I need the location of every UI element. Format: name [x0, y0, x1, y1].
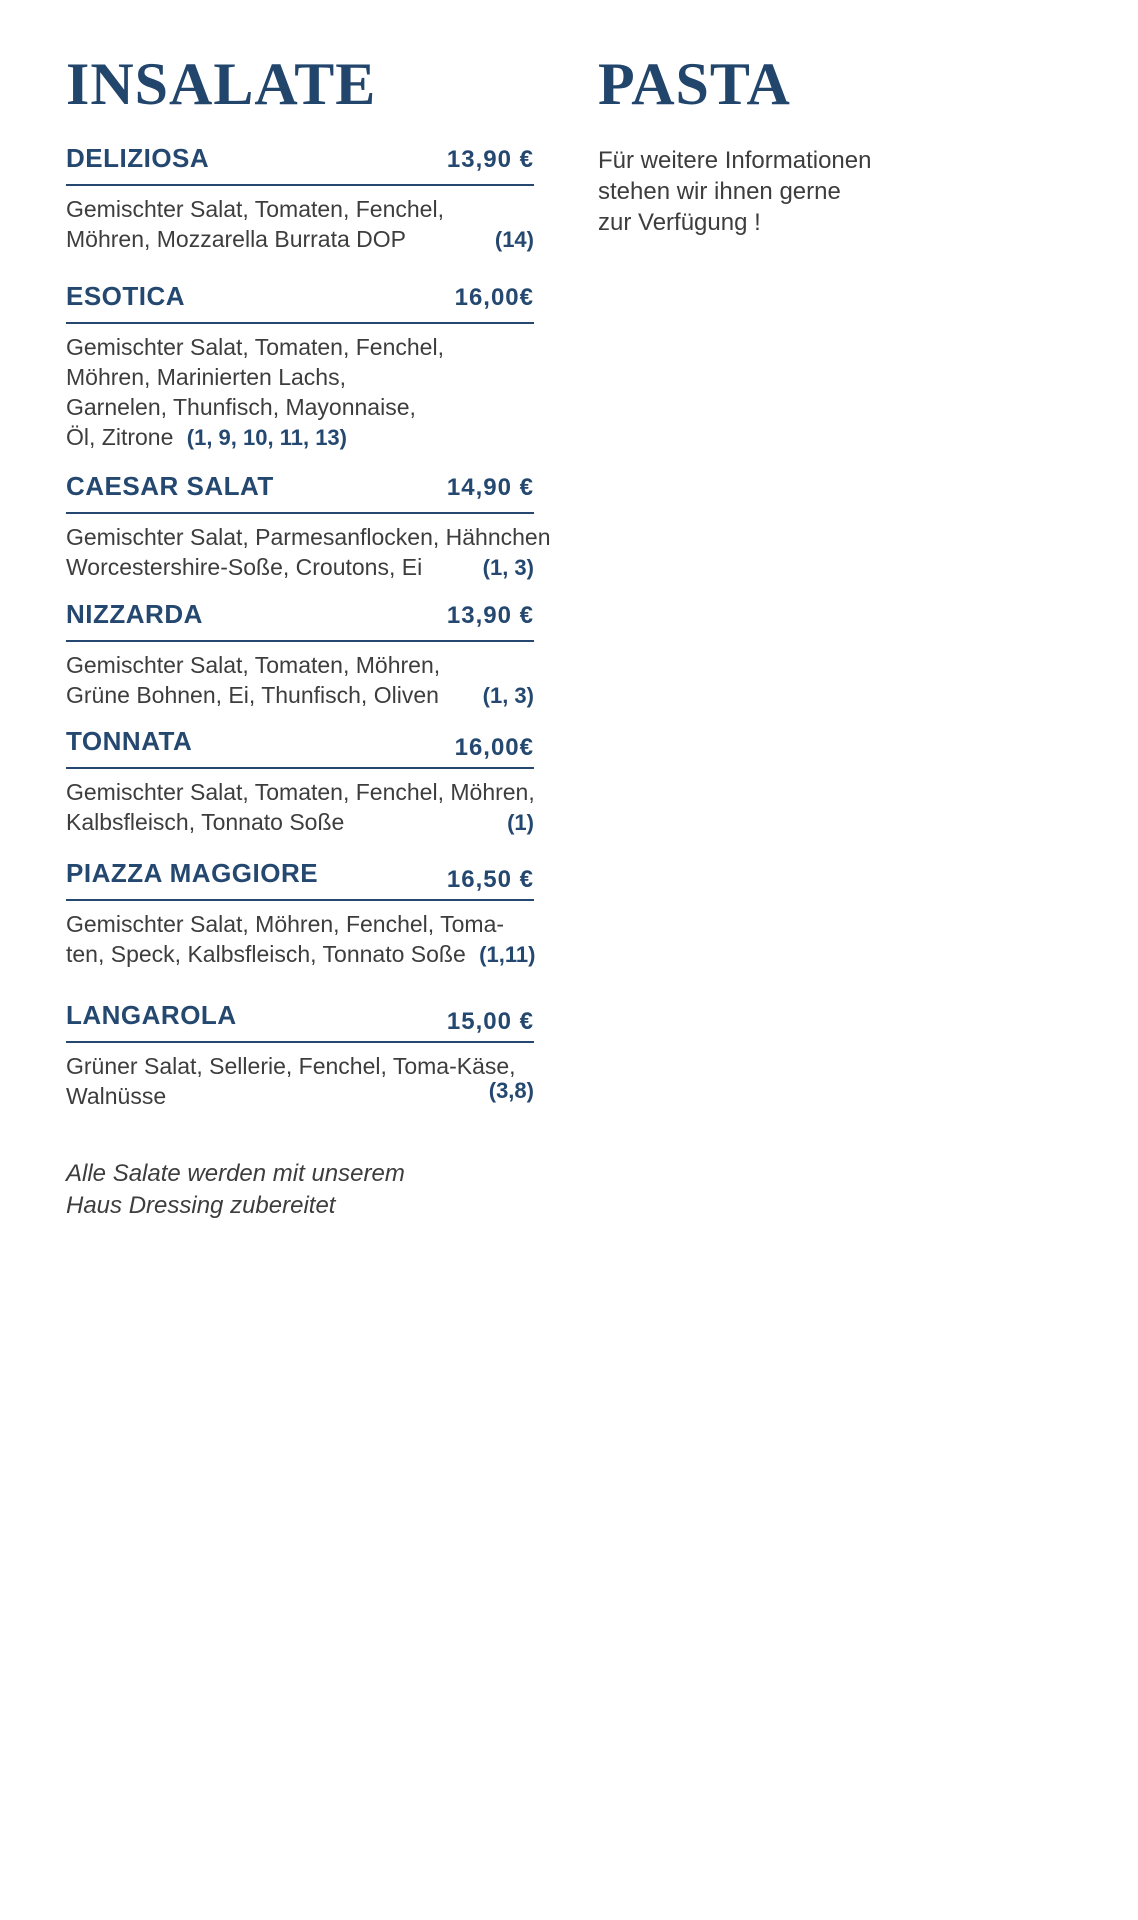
description-line	[66, 939, 534, 970]
item-price: 16,00€	[454, 734, 534, 761]
item-header	[66, 281, 534, 324]
item-header	[66, 858, 534, 901]
info-line: zur Verfügung !	[598, 209, 761, 236]
item-price: 16,00€	[454, 284, 534, 311]
note-line: Alle Salate werden mit unserem	[66, 1160, 405, 1187]
menu-item-deliziosa	[66, 143, 534, 255]
menu-item-caesar-salat	[66, 471, 551, 583]
pasta-heading: PASTA	[598, 51, 791, 117]
description-line	[66, 552, 534, 583]
description-text: Möhren, Mozzarella Burrata DOP	[66, 226, 407, 252]
description-text: ten, Speck, Kalbsfleisch, Tonnato Soße	[66, 941, 466, 967]
description-line: Gemischter Salat, Tomaten, Fenchel,	[66, 196, 444, 222]
item-price: 13,90 €	[446, 146, 534, 173]
description-line: Gemischter Salat, Tomaten, Möhren,	[66, 652, 441, 678]
item-price: 13,90 €	[446, 602, 534, 629]
pasta-section	[598, 51, 1038, 238]
item-price: 15,00 €	[446, 1008, 534, 1035]
info-line: Für weitere Informationen	[598, 147, 872, 174]
allergen-codes: (1,11)	[479, 942, 536, 967]
item-name: PIAZZA MAGGIORE	[66, 858, 319, 888]
item-name: CAESAR SALAT	[66, 471, 274, 501]
description-line: Gemischter Salat, Parmesanflocken, Hähnchen	[66, 524, 551, 550]
description-line	[66, 224, 534, 255]
description-line: Möhren, Marinierten Lachs,	[66, 364, 346, 390]
pasta-info-text	[598, 145, 1038, 238]
item-description	[66, 777, 534, 838]
item-description	[66, 522, 551, 583]
description-text: Kalbsfleisch, Tonnato Soße	[66, 809, 345, 835]
allergen-codes: (14)	[494, 227, 534, 252]
description-line: Garnelen, Thunfisch, Mayonnaise,	[66, 394, 416, 420]
item-price: 14,90 €	[446, 474, 534, 501]
item-price: 16,50 €	[446, 866, 534, 893]
menu-item-esotica	[66, 281, 534, 453]
description-text: Grüne Bohnen, Ei, Thunfisch, Oliven	[66, 682, 439, 708]
description-line: Grüner Salat, Sellerie, Fenchel, Toma-Käse,	[66, 1053, 516, 1079]
allergen-codes: (3,8)	[488, 1078, 534, 1103]
item-header	[66, 1000, 534, 1043]
insalate-heading: INSALATE	[66, 51, 377, 117]
menu-item-langarola	[66, 1000, 534, 1112]
item-header	[66, 471, 534, 514]
menu-item-nizzarda	[66, 599, 534, 711]
item-description	[66, 194, 534, 255]
description-line	[66, 807, 534, 838]
item-name: NIZZARDA	[66, 599, 203, 629]
item-name: ESOTICA	[66, 281, 186, 311]
item-description	[66, 650, 534, 711]
description-line: Gemischter Salat, Tomaten, Fenchel,	[66, 334, 444, 360]
item-description	[66, 909, 534, 970]
allergen-codes: (1, 3)	[482, 683, 534, 708]
description-line: Gemischter Salat, Tomaten, Fenchel, Möhren,	[66, 779, 535, 805]
item-description	[66, 332, 534, 453]
item-name: LANGAROLA	[66, 1000, 237, 1030]
description-text: Worcestershire-Soße, Croutons, Ei	[66, 554, 423, 580]
item-description	[66, 1051, 534, 1112]
description-line	[66, 1078, 534, 1112]
item-header	[66, 599, 534, 642]
item-name: DELIZIOSA	[66, 143, 210, 173]
item-header	[66, 726, 534, 769]
description-line	[66, 680, 534, 711]
note-line: Haus Dressing zubereitet	[66, 1192, 336, 1219]
insalate-section	[66, 51, 551, 1222]
allergen-codes: (1, 3)	[482, 555, 534, 580]
salad-dressing-note	[66, 1158, 534, 1222]
menu-item-tonnata	[66, 726, 534, 838]
description-line: Gemischter Salat, Möhren, Fenchel, Toma-	[66, 911, 505, 937]
description-line	[66, 422, 534, 453]
allergen-codes: (1)	[507, 810, 534, 835]
item-name: TONNATA	[66, 726, 193, 756]
description-text: Öl, Zitrone	[66, 424, 174, 450]
info-line: stehen wir ihnen gerne	[598, 178, 841, 205]
menu-item-piazza-maggiore	[66, 858, 534, 970]
item-header	[66, 143, 534, 186]
description-text: Walnüsse	[66, 1083, 167, 1109]
allergen-codes: (1, 9, 10, 11, 13)	[186, 425, 347, 450]
